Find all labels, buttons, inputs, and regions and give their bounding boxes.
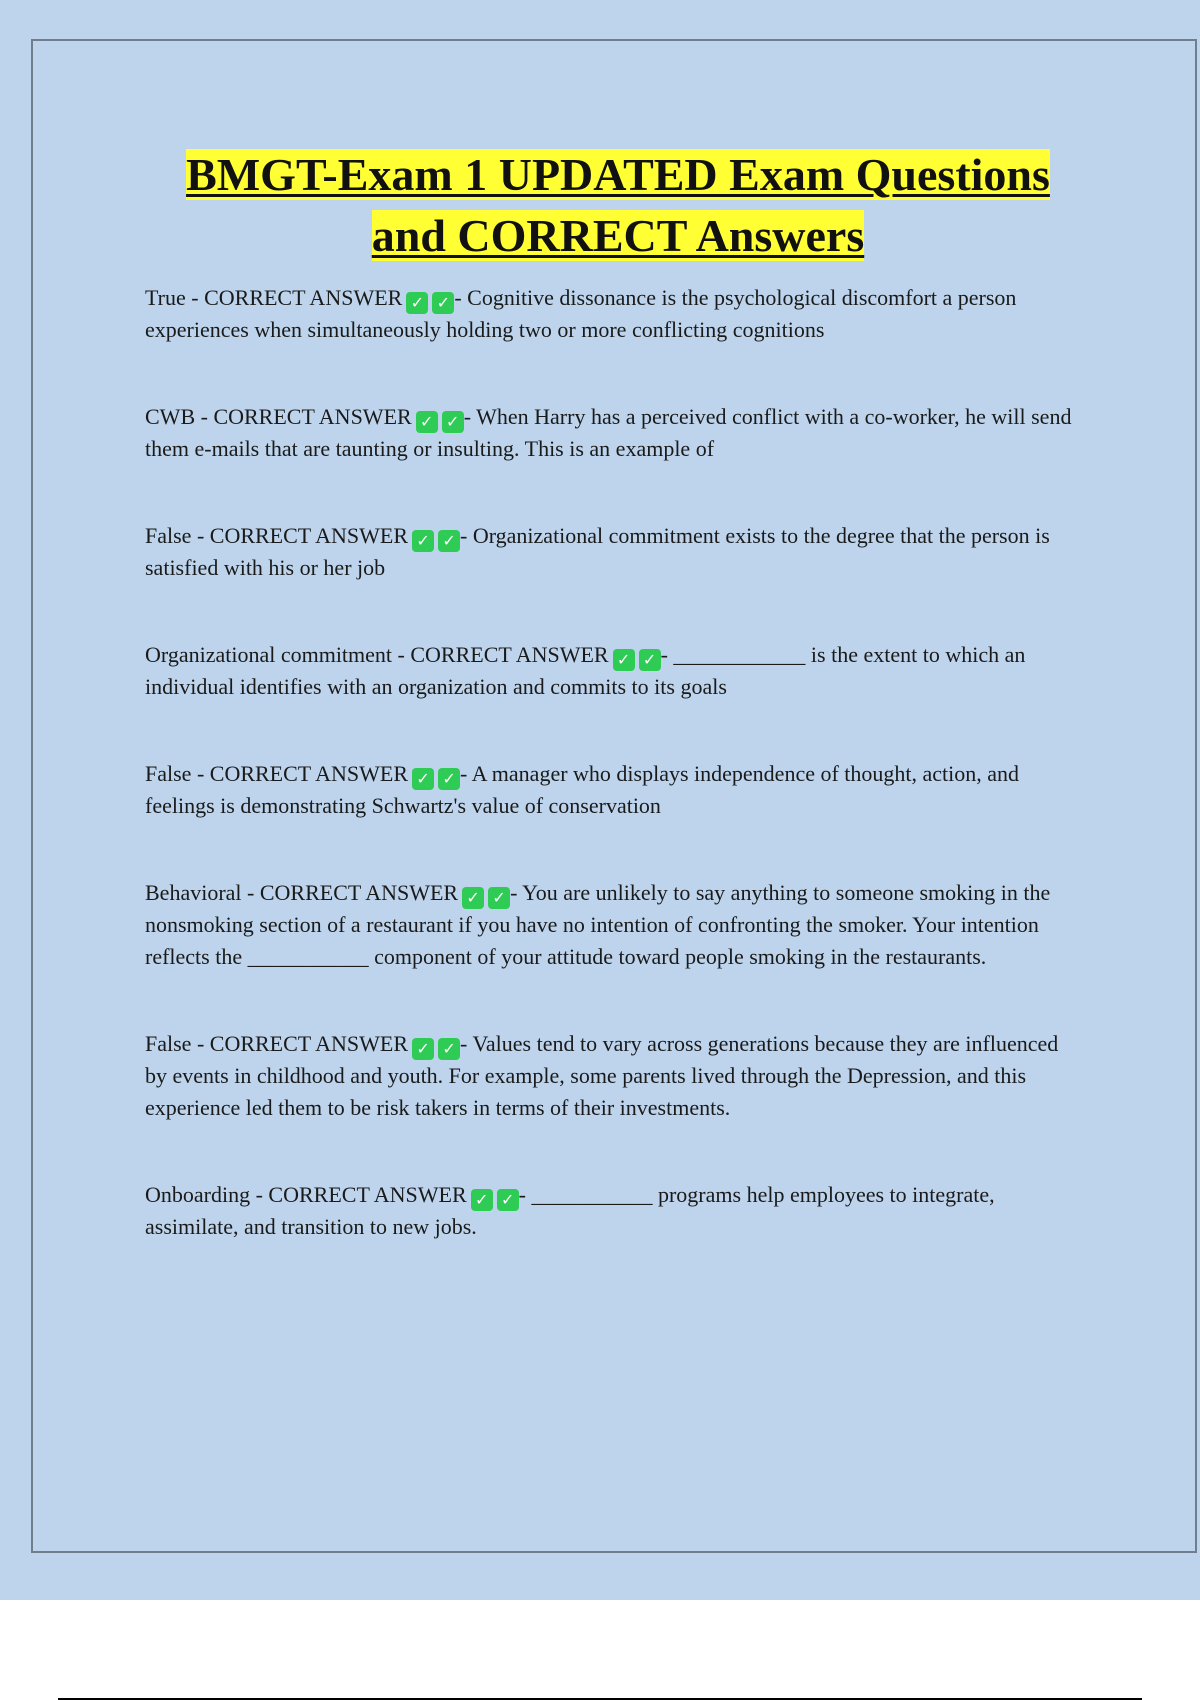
- qa-list: [145, 282, 1085, 1243]
- qa-item: [145, 1028, 1085, 1124]
- check-mark-icon: ✓: [497, 1189, 519, 1211]
- check-mark-icon: ✓: [412, 768, 434, 790]
- question-text: - Values tend to vary across generations because they are influenced by events in childhood and youth. For example, some parents lived through the Depression, and this experience led them to be risk takers in terms of their investments.: [145, 1031, 1059, 1120]
- qa-item: [145, 1179, 1085, 1243]
- title-line-2: and CORRECT Answers: [371, 210, 865, 261]
- question-text: - ____________ is the extent to which an individual identifies with an organization and commits to its goals: [145, 642, 1026, 699]
- title-block: [0, 144, 1200, 266]
- question-text: - Organizational commitment exists to the degree that the person is satisfied with his or her job: [145, 523, 1050, 580]
- answer-label: True - CORRECT ANSWER: [145, 285, 403, 310]
- qa-item: [145, 758, 1085, 822]
- check-mark-icon: ✓: [462, 887, 484, 909]
- answer-label: CWB - CORRECT ANSWER: [145, 404, 412, 429]
- check-mark-icon: ✓: [416, 411, 438, 433]
- question-text: - When Harry has a perceived conflict with a co-worker, he will send them e-mails that are taunting or insulting. This is an example of: [145, 404, 1072, 461]
- answer-label: Organizational commitment - CORRECT ANSWER: [145, 642, 609, 667]
- answer-label: Behavioral - CORRECT ANSWER: [145, 880, 459, 905]
- check-mark-icon: ✓: [488, 887, 510, 909]
- check-mark-icon: ✓: [412, 530, 434, 552]
- qa-item: [145, 877, 1085, 973]
- question-text: - You are unlikely to say anything to someone smoking in the nonsmoking section of a restaurant if you have no intention of confronting the smoker. Your intention reflects the ___________ component of your attitude toward people smoking in the restaurants.: [145, 880, 1051, 969]
- qa-item: [145, 282, 1085, 346]
- qa-item: [145, 639, 1085, 703]
- check-mark-icon: ✓: [639, 649, 661, 671]
- qa-item: [145, 401, 1085, 465]
- check-mark-icon: ✓: [432, 292, 454, 314]
- check-mark-icon: ✓: [613, 649, 635, 671]
- page-title: [186, 149, 1050, 261]
- check-mark-icon: ✓: [406, 292, 428, 314]
- check-mark-icon: ✓: [438, 768, 460, 790]
- qa-item: [145, 520, 1085, 584]
- title-line-1: BMGT-Exam 1 UPDATED Exam Questions: [186, 149, 1050, 200]
- question-text: - Cognitive dissonance is the psychological discomfort a person experiences when simultaneously holding two or more conflicting cognitions: [145, 285, 1017, 342]
- check-mark-icon: ✓: [438, 530, 460, 552]
- question-text: - ___________ programs help employees to integrate, assimilate, and transition to new jobs.: [145, 1182, 995, 1239]
- check-mark-icon: ✓: [412, 1038, 434, 1060]
- check-mark-icon: ✓: [438, 1038, 460, 1060]
- answer-label: False - CORRECT ANSWER: [145, 523, 409, 548]
- question-text: - A manager who displays independence of thought, action, and feelings is demonstrating Schwartz's value of conservation: [145, 761, 1020, 818]
- answer-label: False - CORRECT ANSWER: [145, 1031, 409, 1056]
- check-mark-icon: ✓: [442, 411, 464, 433]
- answer-label: False - CORRECT ANSWER: [145, 761, 409, 786]
- check-mark-icon: ✓: [471, 1189, 493, 1211]
- answer-label: Onboarding - CORRECT ANSWER: [145, 1182, 467, 1207]
